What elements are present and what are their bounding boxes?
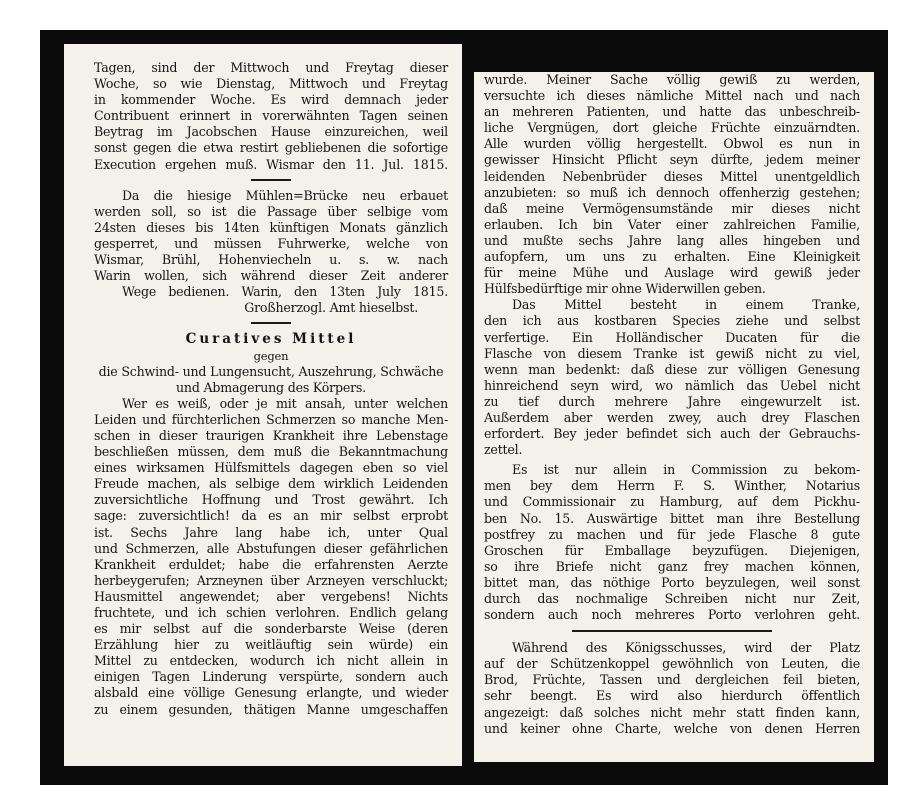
text-line: bittet man, das nöthige Porto beyzulegen, weil sonst <box>484 574 860 590</box>
text-line: Während des Königsschusses, wird der Platz <box>512 640 860 656</box>
text-line: sondern auch noch mehreres Porto verlohren geht. <box>484 607 860 623</box>
advert-heading: Curatives Mittel <box>185 331 357 348</box>
text-line: wenn man bedenkt: daß diese zur völligen Genesung <box>484 361 860 377</box>
text-line: aufopfern, um uns zu erhalten. Eine Kleinigkeit <box>484 249 860 265</box>
notice-signature: Großherzogl. Amt hieselbst. <box>244 300 418 316</box>
text-line: hinreichend seyn wird, wo nämlich das Uebel nicht <box>484 377 860 393</box>
text-line: einigen Tagen Linderung verspürte, sondern auch <box>94 669 448 685</box>
text-line: zettel. <box>484 442 523 458</box>
text-line: schen in dieser traurigen Krankheit ihre Lebenstage <box>94 427 448 443</box>
text-line: Wer es weiß, oder je mit ansah, unter welchen <box>122 395 448 411</box>
text-line: es mir selbst auf die sonderbarste Weise (deren <box>94 621 448 637</box>
section-divider <box>251 179 291 181</box>
text-line: an mehreren Patienten, und hatte das unbeschreib- <box>484 104 860 120</box>
text-line: zuversichtliche Hoffnung und Trost gewährt. Ich <box>94 492 448 508</box>
right-page <box>474 72 874 762</box>
text-line: Groschen für Emballage beyzufügen. Diejenigen, <box>484 542 860 558</box>
advert-curative-remedy <box>94 331 448 717</box>
text-line: Tagen, sind der Mittwoch und Freytag dieser <box>94 60 448 75</box>
text-line: und Schmerzen, alle Abstufungen dieser gefährlichen <box>94 540 448 556</box>
text-line: zu einem gesunden, thätigen Manne umgeschaffen <box>94 701 448 717</box>
text-line: Execution ergehen muß. Wismar den 11. Jul. 1815. <box>94 156 448 172</box>
left-page <box>64 44 462 766</box>
text-line: 24sten dieses bis 14ten künftigen Monats gänzlich <box>94 219 448 235</box>
text-line: Wege bedienen. Warin, den 13ten July 1815. <box>122 284 448 300</box>
text-line: Hülfsbedürftige mir ohne Widerwillen geben. <box>484 281 766 297</box>
text-line: Beytrag im Jacobschen Hause einzureichen, weil <box>94 124 448 140</box>
notice-payment-days <box>94 60 448 173</box>
text-line: liche Vergnügen, dort gleiche Früchte einzuärndten. <box>484 120 860 136</box>
text-line: sehr beengt. Es wird also hierdurch öffentlich <box>484 688 860 704</box>
text-line: anzubieten: so muß ich dennoch offenherzig gestehen; <box>484 184 860 200</box>
text-line: Außerdem aber werden zwey, auch drey Flaschen <box>484 409 860 425</box>
text-line: Alle wurden völlig hergestellt. Obwol es nun in <box>484 136 860 152</box>
text-line: werden soll, so ist die Passage über selbige vom <box>94 203 448 219</box>
text-line: und keiner ohne Charte, welche von denen Herren <box>484 720 860 736</box>
text-line: Warin wollen, sich während dieser Zeit anderer <box>94 268 448 284</box>
text-line: daß meine Vermögensumstände mir dieses nicht <box>484 200 860 216</box>
text-line: eines wirksamen Hülfsmittels dagegen eben so viel <box>94 460 448 476</box>
text-line: so ihre Briefe nicht ganz frey machen können, <box>484 558 860 574</box>
text-line: Hausmittel angewendet; aber vergebens! Nichts <box>94 588 448 604</box>
advert-curative-remedy-continued <box>484 72 860 623</box>
text-line: zu tief durch mehrere Jahre eingewurzelt ist. <box>484 393 860 409</box>
text-line: alsbald eine völlige Genesung erlangte, und wieder <box>94 685 448 701</box>
text-line: sonst gegen die etwa restirt gebliebenen die sofortige <box>94 140 448 156</box>
text-line: Brod, Früchte, Tassen und dergleichen feil bieten, <box>484 672 860 688</box>
notice-koenigsschuss <box>484 640 860 737</box>
text-line: angezeigt: daß solches nicht mehr statt finden kann, <box>484 704 860 720</box>
text-line: Wismar, Brühl, Hohenviecheln u. s. w. nach <box>94 252 448 268</box>
text-line: beschließen müssen, dem muß die Bekanntmachung <box>94 444 448 460</box>
text-line: gesperret, und müssen Fuhrwerke, welche von <box>94 235 448 251</box>
text-line: verfertige. Ein Holländischer Ducaten für die <box>484 329 860 345</box>
text-line: Leiden und fürchterlichen Schmerzen so manche Men- <box>94 411 448 427</box>
text-line: Flasche von diesem Tranke ist gewiß nicht zu viel, <box>484 345 860 361</box>
text-line: Mittel zu entdecken, wodurch ich nicht allein in <box>94 653 448 669</box>
advert-subheading: gegen <box>253 348 289 363</box>
text-line: gewisser Hinsicht Pflicht seyn dürfte, jedem meiner <box>484 152 860 168</box>
text-line: ist. Sechs Jahre lang habe ich, unter Qual <box>94 524 448 540</box>
text-line: Contribuent erinnert in vorerwähnten Tagen seinen <box>94 108 448 124</box>
text-line: postfrey zu machen und für jede Flasche 8 gute <box>484 526 860 542</box>
text-line: den ich aus kostbaren Species ziehe und selbst <box>484 313 860 329</box>
text-line: Freude machen, als selbige dem wirklich Leidenden <box>94 476 448 492</box>
text-line: sage: zuversichtlich! da es an mir selbst erprobt <box>94 508 448 524</box>
notice-bridge-closure <box>94 188 448 317</box>
text-line: Es ist nur allein in Commission zu bekom- <box>512 462 860 478</box>
text-line: versuchte ich dieses nämliche Mittel nach und nach <box>484 88 860 104</box>
text-line: wurde. Meiner Sache völlig gewiß zu werden, <box>484 72 860 87</box>
text-line: in kommender Woche. Es wird demnach jeder <box>94 92 448 108</box>
advert-subheading: die Schwind- und Lungensucht, Auszehrung, Schwäche <box>98 363 444 379</box>
text-line: leidenden Nebenbrüder dieses Mittel unentgeldlich <box>484 168 860 184</box>
text-line: herbeygerufen; Arzneynen über Arzneyen verschluckt; <box>94 572 448 588</box>
text-line: auf der Schützenkoppel gewöhnlich von Leuten, die <box>484 656 860 672</box>
section-divider <box>251 322 291 324</box>
text-line: durch das nochmalige Schreiben nicht nur Zeit, <box>484 591 860 606</box>
text-line: und mußte sechs Jahre lang alles hingeben und <box>484 232 860 248</box>
text-line: für meine Mühe und Auslage wird gewiß jeder <box>484 265 860 281</box>
text-line: men bey dem Herrn F. S. Winther, Notarius <box>484 478 860 494</box>
text-line: Da die hiesige Mühlen=Brücke neu erbauet <box>122 187 448 203</box>
text-line: Woche, so wie Dienstag, Mittwoch und Freytag <box>94 76 448 92</box>
text-line: erfordert. Bey jeder befindet sich auch der Gebrauchs- <box>484 426 860 442</box>
section-divider <box>572 630 772 632</box>
text-line: fruchtete, und ich schien verlohren. Endlich gelang <box>94 605 448 620</box>
text-line: ben No. 15. Auswärtige bittet man ihre Bestellung <box>484 510 860 526</box>
text-line: und Commissionair zu Hamburg, auf dem Pickhu- <box>484 494 860 510</box>
text-line: Erzählung hier zu weitläuftig sein würde) ein <box>94 637 448 653</box>
text-line: Das Mittel besteht in einem Tranke, <box>512 297 860 313</box>
text-line: Krankheit erduldet; habe die erfahrensten Aerzte <box>94 556 448 572</box>
advert-subheading: und Abmagerung des Körpers. <box>176 379 366 395</box>
text-line: erlauben. Ich bin Vater einer zahlreichen Familie, <box>484 216 860 232</box>
